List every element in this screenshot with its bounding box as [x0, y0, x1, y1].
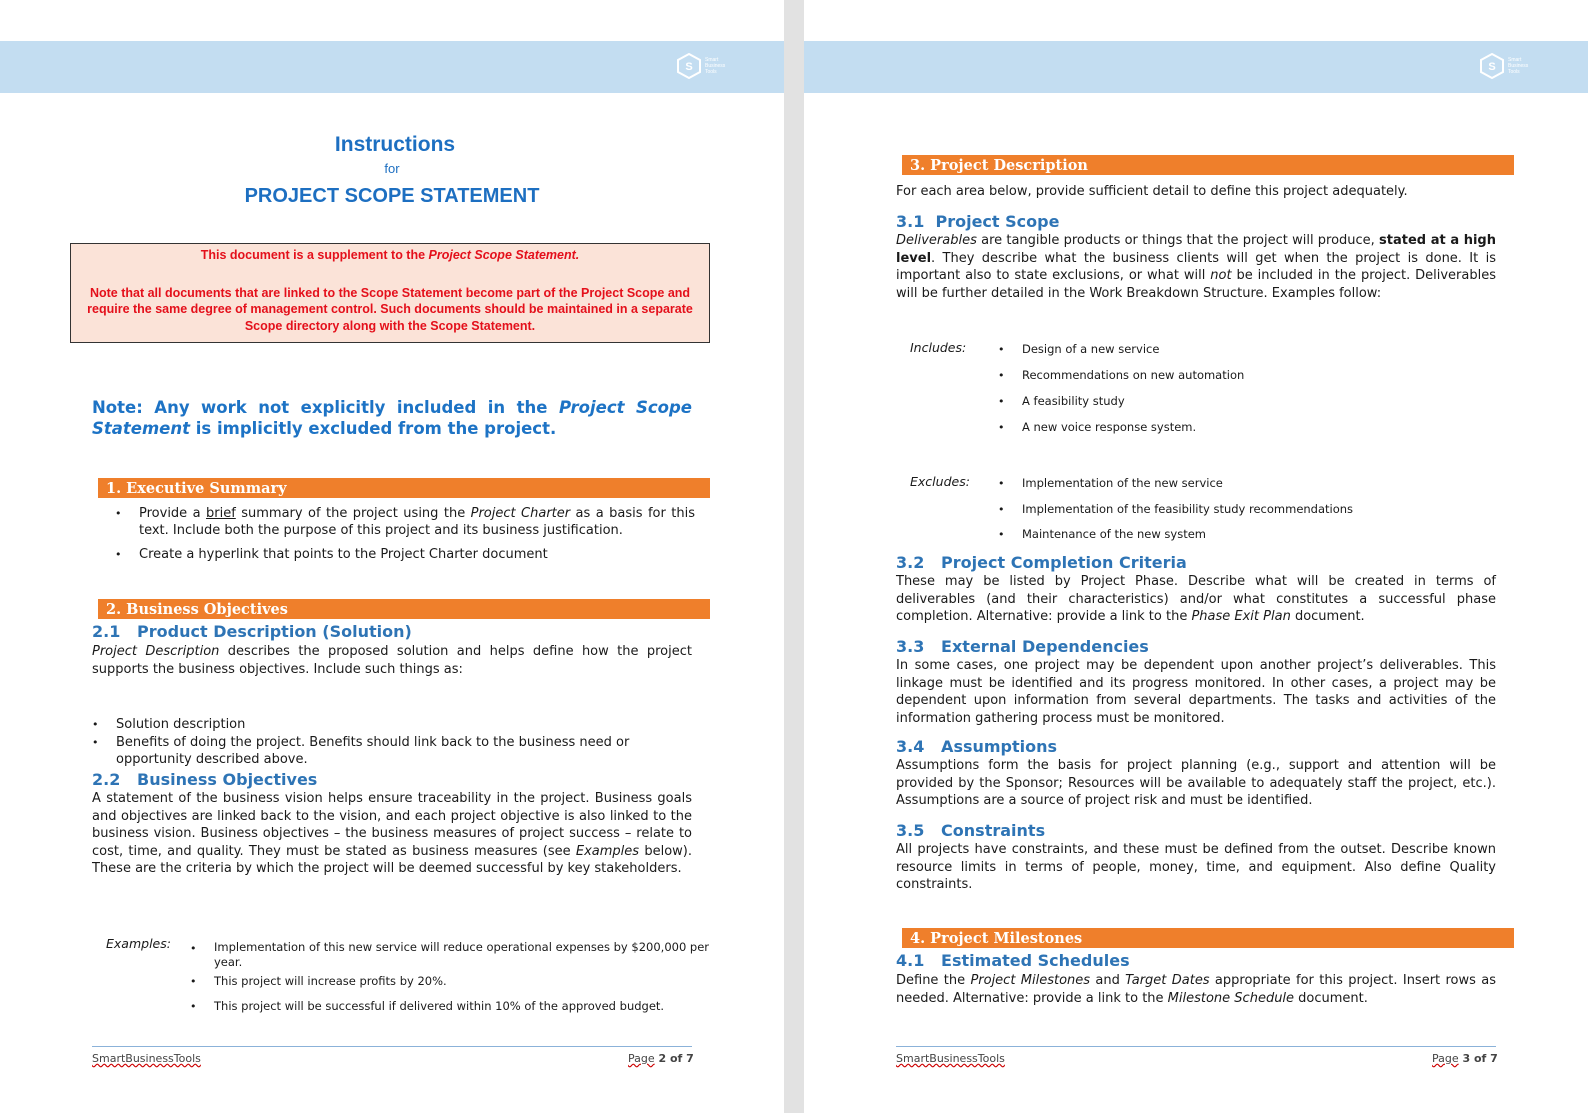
bullet-icon: • — [115, 548, 122, 561]
paragraph-3: For each area below, provide sufficient detail to define this project adequately. — [896, 184, 1408, 199]
paragraph-3-4: Assumptions form the basis for project planning (e.g., support and attention will be provided by the Sponsor; Resources will be available to adequately staff the project, etc.). Assumptions are a source of project risk and must be identified. — [896, 758, 1496, 808]
heading-2-2: 2.2 Business Objectives — [92, 770, 318, 789]
list-item-text: Recommendations on new automation — [1022, 368, 1245, 382]
footer-page-number: Page 3 of 7 — [1432, 1052, 1498, 1065]
list-item-text: A feasibility study — [1022, 394, 1125, 408]
list-item-text: This project will increase profits by 20%. — [214, 974, 447, 988]
footer-rule — [92, 1046, 692, 1047]
paragraph-3-1: Deliverables are tangible products or things that the project will produce, stated at a high level. They describe what the business clients will get when the project is done. It is important also to state exclusions, or what will not be included in the project. Deliverables will be further detailed in the Work Breakdown Structure. Examples follow: — [896, 233, 1496, 301]
list-item-text: Design of a new service — [1022, 342, 1160, 356]
paragraph-4-1: Define the Project Milestones and Target Dates appropriate for this project. Insert rows as needed. Alternative: provide a link to the Milestone Schedule document. — [896, 973, 1496, 1006]
header-band — [804, 41, 1588, 93]
footer-company: SmartBusinessTools — [92, 1052, 201, 1065]
page-gap — [784, 0, 804, 1113]
list-item-text: Implementation of this new service will reduce operational expenses by $200,000 per year. — [214, 940, 710, 969]
notice-line-2: Note that all documents that are linked to the Scope Statement become part of the Project Scope and require the same degree of management control. Such documents should be maintained in a separate Scope directory along with the Scope Statement. — [87, 285, 693, 333]
bullet-icon: • — [998, 343, 1005, 356]
notice-line-1 — [71, 247, 709, 264]
bullet-icon: • — [115, 507, 122, 520]
notice-1-doc-name: Project Scope Statement. — [428, 248, 580, 262]
list-item-text: Provide a brief summary of the project using the Project Charter as a basis for this text. Include both the purpose of this project and its business justification. — [139, 506, 695, 538]
page-2 — [0, 0, 784, 1113]
bullet-icon: • — [190, 1000, 197, 1013]
section-1-heading: 1. Executive Summary — [98, 478, 710, 498]
logo — [677, 53, 733, 83]
list-item-text: Implementation of the feasibility study recommendations — [1022, 502, 1354, 516]
bullet-icon: • — [190, 942, 197, 955]
doc-subtitle: PROJECT SCOPE STATEMENT — [244, 185, 540, 207]
list-item-text: Create a hyperlink that points to the Project Charter document — [139, 547, 548, 562]
heading-3-1: 3.1 Project Scope — [896, 212, 1060, 231]
note-text-a: Note: Any work not explicitly included in the — [92, 398, 559, 417]
logo-cube-icon — [677, 53, 701, 79]
bullet-icon: • — [92, 718, 99, 731]
doc-for: for — [384, 161, 400, 176]
section-4-heading: 4. Project Milestones — [902, 928, 1514, 948]
scope-note — [92, 397, 692, 439]
bullet-icon: • — [998, 369, 1005, 382]
footer-rule — [896, 1046, 1496, 1047]
bullet-icon: • — [92, 736, 99, 749]
list-item-text: This project will be successful if delivered within 10% of the approved budget. — [214, 999, 665, 1013]
list-item-text: Maintenance of the new system — [1022, 527, 1206, 541]
paragraph-3-3: In some cases, one project may be dependent upon another project’s deliverables. This linkage must be identified and its progress monitored. In other cases, a project may be dependent upon information from several departments. The tasks and activities of the information gathering process must be monitored. — [896, 658, 1496, 726]
section-3-heading: 3. Project Description — [902, 155, 1514, 175]
examples-label: Examples: — [106, 936, 171, 951]
heading-3-4: 3.4 Assumptions — [896, 737, 1058, 756]
footer-company: SmartBusinessTools — [896, 1052, 1005, 1065]
logo-cube-icon — [1480, 53, 1504, 79]
paragraph-2-2: A statement of the business vision helps ensure traceability in the project. Business goals and objectives are linked back to the vision, and each project objective is also linked to the business vision. Business objectives – the business measures of project success – relate to cost, time, and quality. They must be stated as business measures (see Examples below). These are the criteria by which the project will be deemed successful by key stakeholders. — [92, 791, 692, 876]
bullet-icon: • — [998, 477, 1005, 490]
paragraph-3-2: These may be listed by Project Phase. Describe what will be created in terms of deliverables (and their characteristics) and/or what constitutes a successful phase completion. Alternative: provide a link to the Phase Exit Plan document. — [896, 574, 1496, 624]
supplement-notice — [70, 243, 710, 343]
doc-title: Instructions — [334, 133, 456, 156]
bullet-icon: • — [998, 528, 1005, 541]
footer-page-number: Page 2 of 7 — [628, 1052, 694, 1065]
heading-2-1: 2.1 Product Description (Solution) — [92, 622, 412, 641]
notice-1-text: This document is a supplement to the — [200, 248, 429, 262]
list-item-text: Benefits of doing the project. Benefits should link back to the business need or opportunity described above. — [116, 735, 630, 767]
svg-text:S: S — [685, 61, 693, 73]
note-text-c: is implicitly excluded from the project. — [190, 419, 557, 438]
heading-3-3: 3.3 External Dependencies — [896, 637, 1149, 656]
list-item-text: Solution description — [116, 717, 246, 732]
svg-text:S: S — [1488, 61, 1496, 73]
excludes-label: Excludes: — [910, 474, 970, 489]
logo-text: Smart Business Tools — [1508, 57, 1529, 75]
heading-4-1: 4.1 Estimated Schedules — [896, 951, 1130, 970]
heading-3-2: 3.2 Project Completion Criteria — [896, 553, 1187, 572]
list-item-text: Implementation of the new service — [1022, 476, 1223, 490]
page-3 — [804, 0, 1588, 1113]
list-item-text: A new voice response system. — [1022, 420, 1197, 434]
header-band — [0, 41, 784, 93]
heading-3-5: 3.5 Constraints — [896, 821, 1046, 840]
bullet-icon: • — [998, 395, 1005, 408]
logo — [1480, 53, 1536, 83]
section-2-heading: 2. Business Objectives — [98, 599, 710, 619]
note-text-b: Project Scope Statement — [92, 398, 692, 438]
paragraph-2-1: Project Description describes the proposed solution and helps define how the project supports the business objectives. Include such things as: — [92, 644, 692, 677]
bullet-icon: • — [998, 503, 1005, 516]
bullet-icon: • — [190, 975, 197, 988]
paragraph-3-5: All projects have constraints, and these must be defined from the outset. Describe known resource limits in terms of people, money, time, and equipment. Also define Quality constraints. — [896, 842, 1496, 892]
logo-text: Smart Business Tools — [705, 57, 726, 75]
includes-label: Includes: — [910, 340, 967, 355]
bullet-icon: • — [998, 421, 1005, 434]
